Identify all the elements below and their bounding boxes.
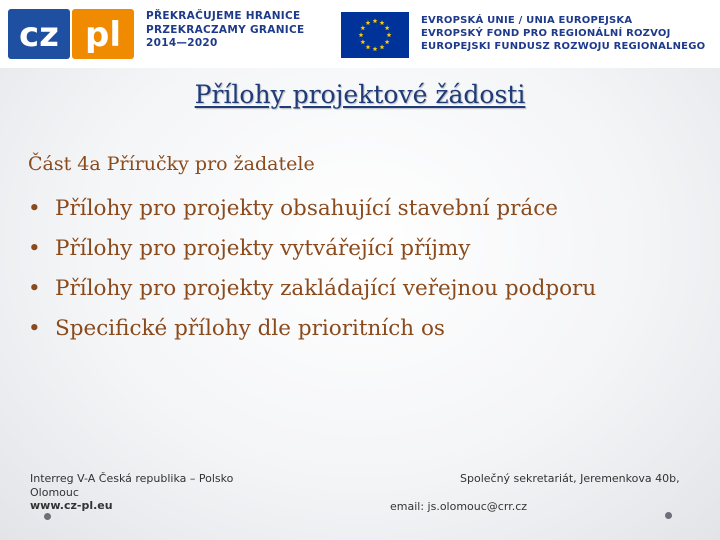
slide-title: Přílohy projektové žádosti bbox=[194, 80, 526, 109]
eu-fund-text bbox=[421, 14, 705, 54]
program-period: 2014—2020 bbox=[146, 37, 218, 49]
bullet-list bbox=[28, 194, 708, 354]
footer-website-link[interactable]: www.cz-pl.eu bbox=[30, 499, 113, 512]
bullet-item bbox=[28, 274, 708, 303]
bullet-icon: • bbox=[28, 196, 41, 221]
footer-city: Olomouc bbox=[30, 485, 79, 499]
bullet-icon: • bbox=[28, 236, 41, 261]
bullet-text: Přílohy pro projekty obsahující stavební práce bbox=[55, 196, 558, 221]
footer-secretariat-address: Společný sekretariát, Jeremenkova 40b, bbox=[460, 472, 680, 485]
footer-program-name: Interreg V-A Česká republika – Polsko bbox=[30, 472, 234, 485]
footer-email-label: email: bbox=[390, 500, 425, 513]
eu-line-1: EVROPSKÁ UNIE / UNIA EUROPEJSKA bbox=[421, 15, 633, 26]
footer-email-link[interactable]: js.olomouc@crr.cz bbox=[427, 500, 528, 513]
program-name bbox=[146, 10, 304, 51]
decorative-dot bbox=[44, 513, 51, 520]
bullet-item bbox=[28, 314, 708, 343]
bullet-icon: • bbox=[28, 276, 41, 301]
logo-pl-text: pl bbox=[85, 15, 121, 55]
program-line-cz: PŘEKRAČUJEME HRANICE bbox=[146, 10, 301, 22]
bullet-item bbox=[28, 194, 708, 223]
bullet-text: Přílohy pro projekty zakládající veřejnou podporu bbox=[55, 276, 597, 301]
footer-email bbox=[390, 500, 527, 513]
bullet-text: Přílohy pro projekty vytvářející příjmy bbox=[55, 236, 471, 261]
eu-line-2: EVROPSKÝ FOND PRO REGIONÁLNÍ ROZVOJ bbox=[421, 28, 671, 40]
header-bar bbox=[0, 0, 720, 68]
bullet-text: Specifické přílohy dle prioritních os bbox=[55, 316, 445, 341]
eu-flag-icon bbox=[341, 12, 409, 58]
bullet-icon: • bbox=[28, 316, 41, 341]
cz-pl-logo bbox=[8, 9, 134, 59]
logo-cz-text: cz bbox=[19, 15, 59, 55]
eu-line-3: EUROPEJSKI FUNDUSZ ROZWOJU REGIONALNEGO bbox=[421, 41, 706, 53]
decorative-dot bbox=[665, 512, 672, 519]
footer-program-info bbox=[30, 472, 233, 513]
bullet-item bbox=[28, 234, 708, 263]
program-line-pl: PRZEKRACZAMY GRANICE bbox=[146, 23, 305, 36]
slide-subtitle: Část 4a Příručky pro žadatele bbox=[28, 153, 315, 175]
